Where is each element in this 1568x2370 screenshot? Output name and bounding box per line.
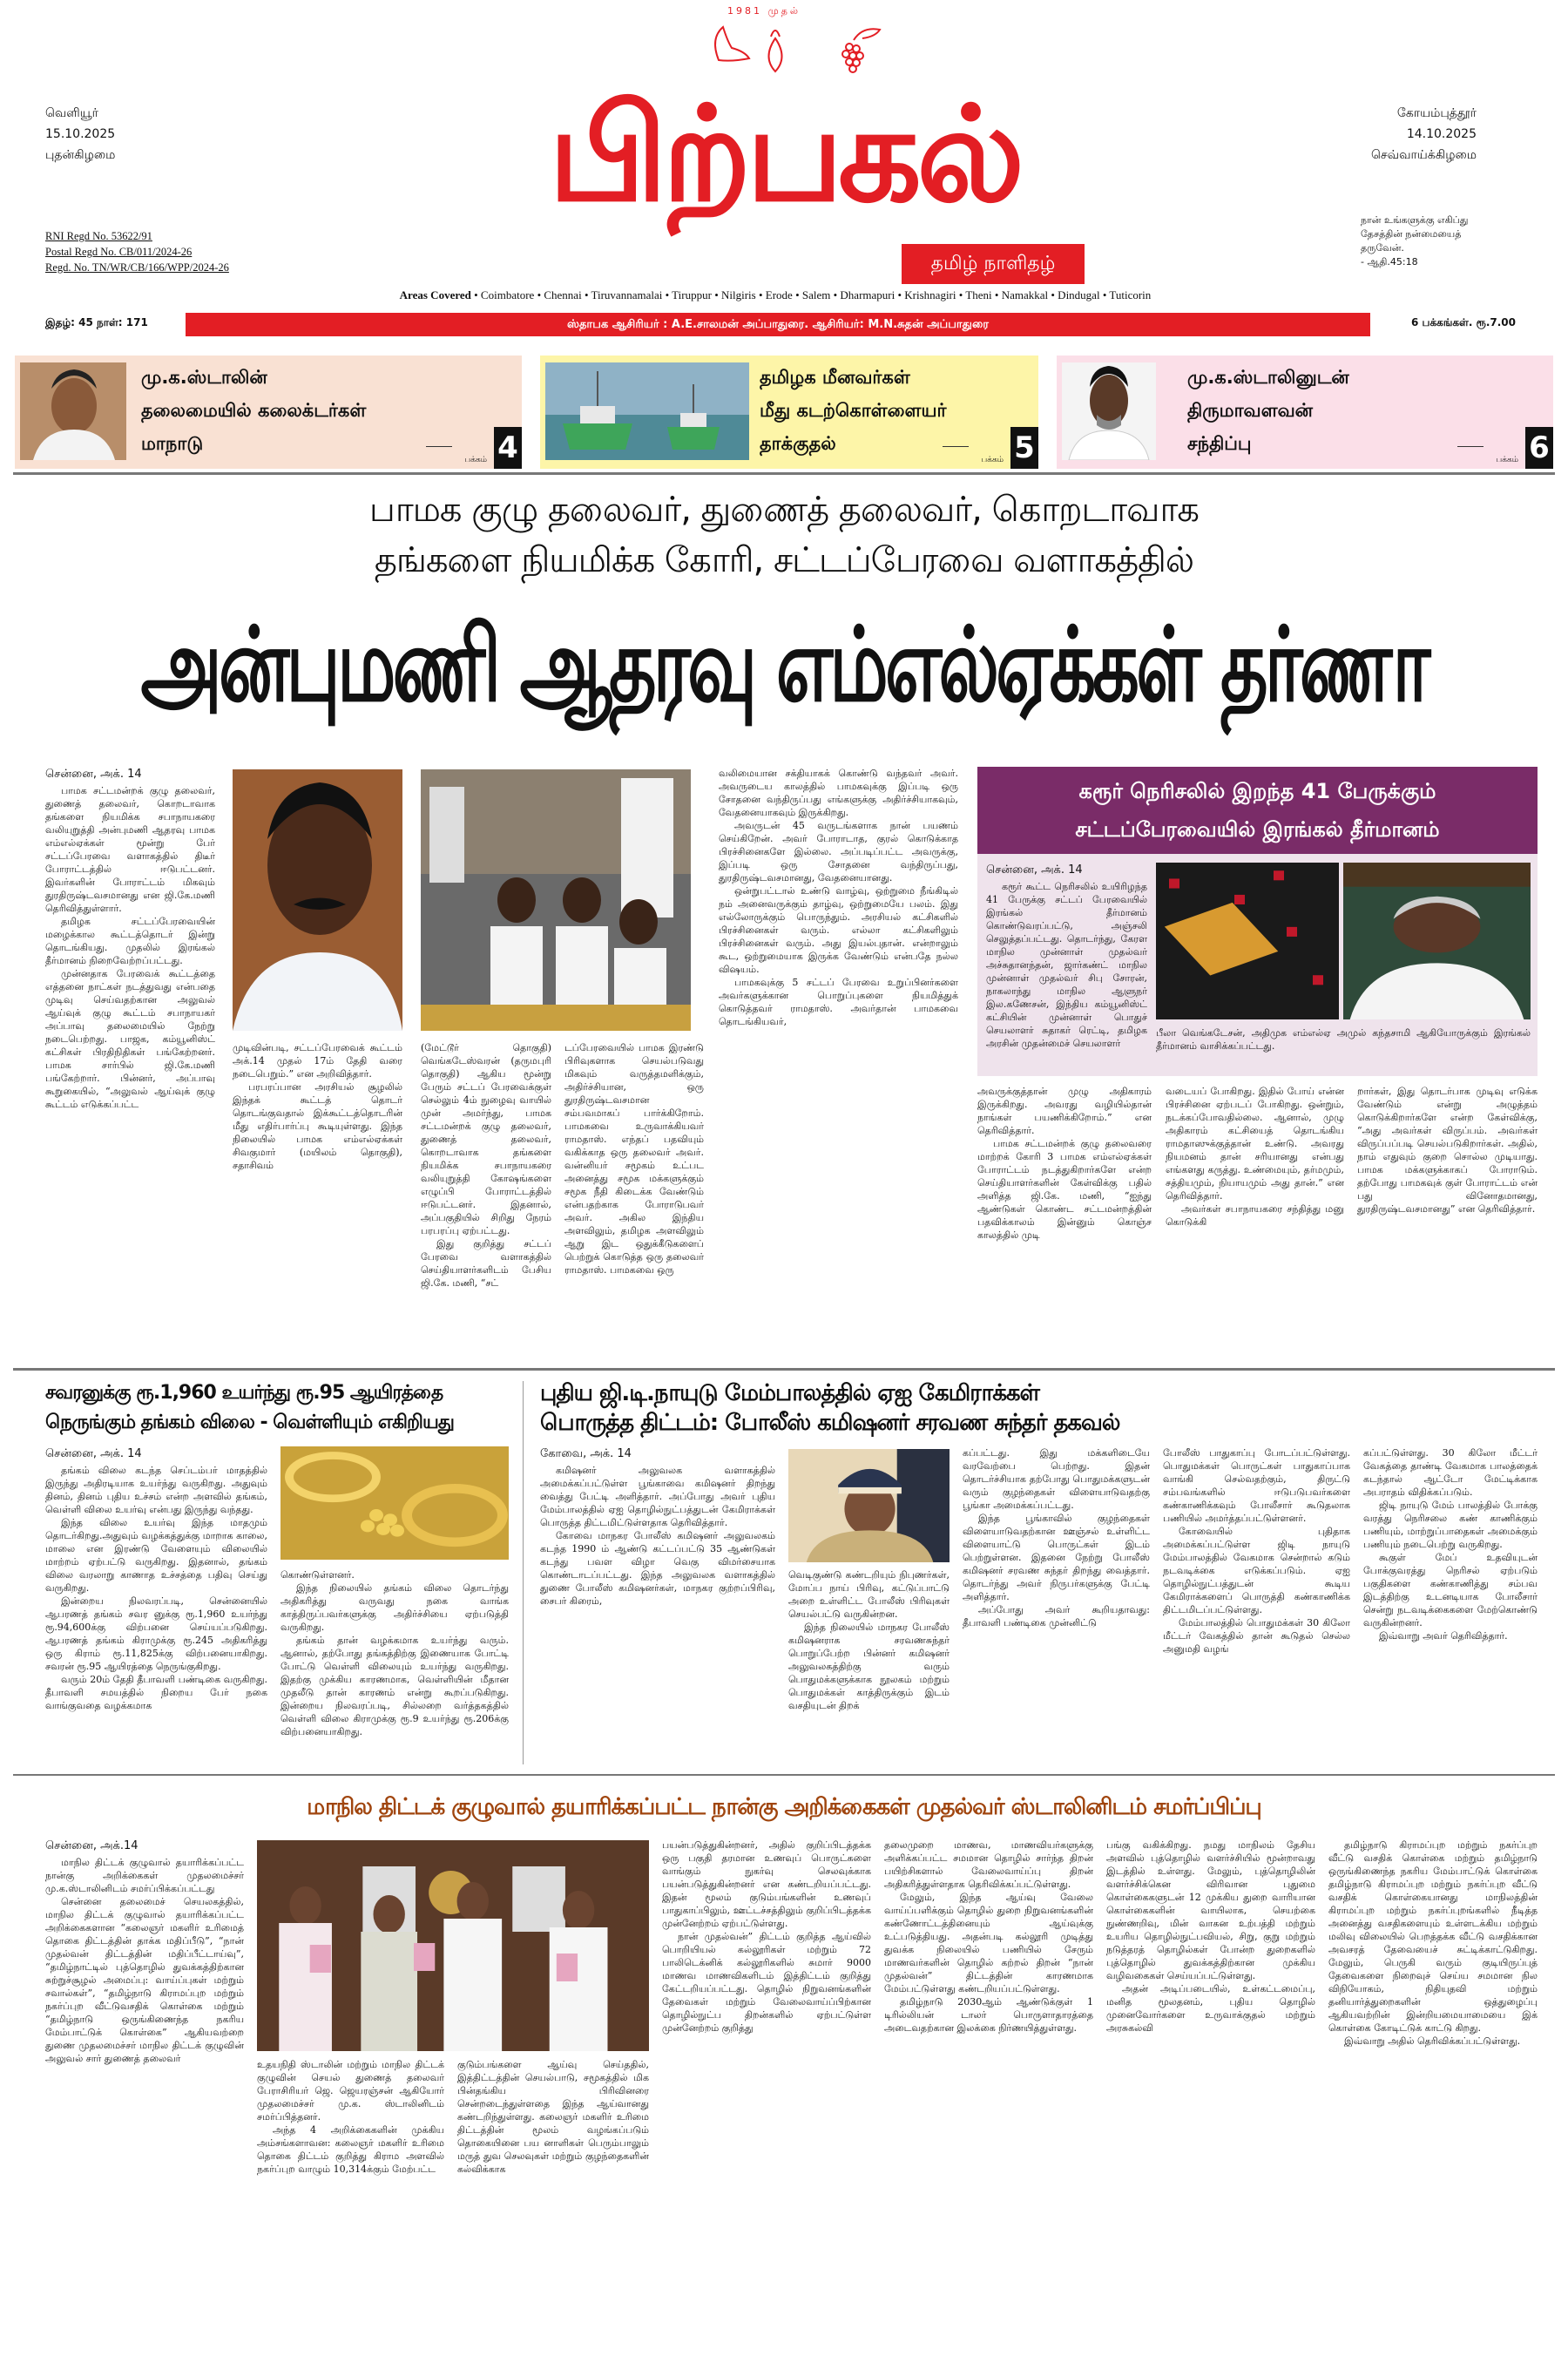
paragraph: கப்பட்டுள்ளது. 30 கிலோ மீட்டர் வேகத்தை தாண்டி வேகமாக பாலத்தைக் கடந்தால் ஆட்டோ மேட்டிக்காக அபராதம் விதிக்கப்படும். — [1363, 1447, 1538, 1498]
page-count-price: 6 பக்கங்கள். ரூ.7.00 — [1411, 316, 1516, 328]
area-item: • Namakkal — [991, 288, 1049, 301]
section-divider — [13, 1368, 1555, 1371]
thirumavalavan-photo — [1062, 362, 1156, 460]
karur-headline-box[interactable] — [977, 767, 1538, 854]
karur-story-box — [977, 854, 1538, 1076]
area-item: • Tiruvannamalai — [581, 288, 663, 301]
page-label: பக்கம் — [981, 456, 1004, 464]
newspaper-logo — [366, 70, 1202, 244]
lead-column-5 — [719, 767, 958, 1359]
logo-text: பிற்பகல் — [548, 78, 1020, 231]
paragraph: பாமக சட்டமன்றக் குழு தலைவர், துணைத் தலைவர், கொறடாவாக தங்களை நியமிக்க சபாநாயகரை வலியுறுத்தி அன்புமணி ஆதரவு பாமக எம்எல்ஏக்கள் மூன்று பேர் சட்டப்பேரவை வளாகத்தில் திடீர் போராட்டத்தில் ஈடுபட்டனர். இவர்களின் போராட்டம் மிகவும் துரதிருஷ்டவசமானது என ஜி.கே.மணி தெரிவித்துள்ளார். — [45, 785, 215, 914]
paragraph: இது குறித்து சட்டப் பேரவை வளாகத்தில் செய்தியாளர்களிடம் பேசிய ஜி.கே. மணி, “சட் — [421, 1238, 551, 1289]
lead-kicker-line-1: பாமக குழு தலைவர், துணைத் தலைவர், கொறடாவாக — [369, 490, 1199, 530]
paragraph: வெடிகுண்டு கண்டறியும் நிபுணர்கள், மோப்ப நாய் பிரிவு, கட்டுப்பாட்டு அறை உள்ளிட்ட போலீஸ் பிரிவுகள் செயல்பட்டு வருகின்றன. — [788, 1569, 950, 1620]
paragraph: போலீஸ் பாதுகாப்பு போடப்பட்டுள்ளது. பொதுமக்கள் பொருட்கள் பாதுகாப்பாக வாங்கி செல்வதற்கும், திருட்டு சம்பவங்களில் ஈடுபடுபவர்களை கண்காணிக்கவும் போலீசார் கூடுதலாக பணியில் அமர்த்தப்பட்டுள்ளனர். — [1163, 1447, 1350, 1524]
karur-headline-line-2: சட்டப்பேரவையில் இரங்கல் தீர்மானம் — [1075, 817, 1440, 842]
paragraph: அவர்கள் சபாநாயகரை சந்தித்து மனு கொடுக்கி — [1166, 1203, 1344, 1228]
gold-headline-line-1: சவரனுக்கு ரூ.1,960 உயர்ந்து ரூ.95 ஆயிரத்தை — [45, 1382, 443, 1404]
paragraph: வடையப் போகிறது. இதில் போய் என்ன பிரச்சினை ஏற்படப் போகிறது. ஒன்றும், நடக்கப்போவதில்லை. ஆனால், முழு அதிகாரம் கட்சியைத் தொடங்கிய ராமதாஸுக்குத்தான் உண்டு. அவரது நியமனம் தான் சரியானது என்பது எங்களது கருத்து. உண்மையும், தர்மமும், சத்தியமும், நியாயமும் அது தான்.” என தெரிவித்தார். — [1166, 1086, 1344, 1202]
stalin-photo — [20, 362, 126, 460]
planning-column-4 — [662, 1838, 871, 2353]
paragraph: இந்த நிலையில் மாநகர போலீஸ் கமிஷனராக சரவணசுந்தர் பொறுப்பேற்ற பின்னர் கமிஷனர் அலுவலகத்திற்கு வரும் பொதுமக்களுக்காக நூலகம் மற்றும் பொதுமக்கள் காத்திருக்கும் இடம் வசதியுடன் திறக் — [788, 1622, 950, 1711]
editors-bar: ஸ்தாபக ஆசிரியர் : A.E.சாலமன் அப்பாதுரை. ஆசிரியர்: M.N.சுதன் அப்பாதுரை — [186, 313, 1370, 336]
lead-column-2 — [233, 1041, 402, 1359]
lead-headline[interactable]: அன்புமணி ஆதரவு எம்எல்ஏக்கள் தர்ணா — [140, 605, 1428, 725]
section-divider — [13, 1774, 1555, 1776]
paragraph: அந்த 4 அறிக்கைகளின் முக்கிய அம்சங்களாவன: கலைஞர் மகளிர் உரிமை தொகை திட்டம் குறித்து கிராம அளவில் நகர்ப்புற வாழும் 10,314க்கும் மேற்பட்ட — [257, 2124, 444, 2175]
lead-column-6 — [977, 1085, 1152, 1359]
registration-numbers — [45, 228, 229, 275]
planning-column-7 — [1328, 1838, 1538, 2353]
paragraph: பங்கு வகிக்கிறது. நமது மாநிலம் தேசிய அளவில் புத்தொழில் வளர்ச்சியில் மூன்றாவது இடத்தில் உள்ளது. மேலும், புத்தொழிலின் வளர்ச்சிக்கென விரிவான புதுமை கொள்கைகளுடன் 12 முக்கிய துறை வாரியான கொள்கைகளின் வாயிலாக, செயற்கை நுண்ணறிவு, மின் வாகன உற்பத்தி மற்றும் உயரிய தொழில்நுட்பவியல், சிறு, குறு மற்றும் நடுத்தரத் தொழில்கள் போன்ற துறைகளில் புத்தொழில் துவக்கத்திற்கான முக்கிய வழிவகைகள் செய்யப்பட்டுள்ளது. — [1106, 1839, 1315, 1981]
gold-headline[interactable] — [45, 1378, 516, 1438]
column-divider — [523, 1381, 524, 1764]
paragraph: தங்கம் விலை கடந்த செப்டம்பர் மாதத்தில் இருந்து அதிரடியாக உயர்ந்து வருகிறது. அதுவும் தினம், தினம் புதிய உச்சம் என்ற அளவில் தங்கம், வெள்ளி விலை உயர்வு என்பது இருந்து வந்தது. — [45, 1465, 267, 1515]
paragraph: இந்த பூங்காவில் குழந்தைகள் விளையாடுவதற்கான ஊஞ்சல் உள்ளிட்ட விளையாட்டு பொருட்கள் இடம் பெற்றுள்ளன. இதனை நேற்று போலீஸ் கமிஷனர் சரவண சுந்தர் திறந்து வைத்தார். தொடர்ந்து அவர் நிருபர்களுக்கு பேட்டி அளித்தார். — [963, 1513, 1150, 1602]
paragraph: பீலா வெங்கடேசன், அதிமுக எம்எல்ஏ அமுல் கந்தசாமி ஆகியோருக்கும் இரங்கல் தீர்மானம் வாசிக்கப்பட்டது. — [1156, 1027, 1531, 1052]
paragraph: மேலும், இந்த ஆய்வு வேலை வாய்ப்பளிக்கும் தொழில் துறை நிறுவனங்களின் கண்ணோட்டத்தினையும் ஆய்வுக்கு உட்படுத்தியது. அதன்படி கல்லூரி முடித்து துவக்க நிலையில் பணியில் சேரும் மாணவர்களின் தொழில் கற்றல் திறன் “நான் முதல்வன்” திட்டத்தின் காரணமாக மேம்பட்டுள்ளது கண்டறியப்பட்டுள்ளது. — [884, 1892, 1093, 1994]
paragraph: டப்பேரவையில் பாமக இரண்டு பிரிவுகளாக செயல்படுவது மிகவும் வருத்தமளிக்கும், அதிர்ச்சியான, ஒரு துரதிருஷ்டவசமான சம்பவமாகப் பார்க்கிறோம். பாமகவை உருவாக்கியவர் ராமதாஸ். எந்தப் பதவியும் வகிக்காத ஒரு தலைவர் அவர். வன்னியர் சமூகம் உட்பட அனைத்து சமூக மக்களுக்கும் சமூக நீதி கிடைக்க வேண்டும் என்பதற்காக போராடுபவர் அவர். அகில இந்திய அளவிலும், தமிழக அளவிலும் ஆறு இட ஒதுக்கீடுகளைப் பெற்றுக் கொடுத்த ஒரு தலைவர் ராமதாஸ். பாமகவை ஒரு — [564, 1042, 704, 1276]
paragraph: சென்னை தலைமைச் செயலகத்தில், மாநில திட்டக் குழுவால் தயாரிக்கப்பட்ட அறிக்கைகளான “கலைஞர் மகளிர் உரிமைத் தொகை திட்டத்தின் தாக்க மதிப்பீடு”, “நான் முதல்வன் திட்டத்தின் மதிப்பீட்டாய்வு”, “தமிழ்நாட்டில் புத்தொழில் துவக்கத்திற்கான சுற்றுச்சூழல் அமைப்பு: வாய்ப்புகள் மற்றும் சவால்கள்”, “தமிழ்நாடு கிராமப்புற மற்றும் நகர்ப்புற வீட்டுவசதிக் கொள்கை மற்றும் “தமிழ்நாடு ஒருங்கிணைந்த நகரிய மேம்பாட்டுக் கொள்கை” ஆகியவற்றை துணை முதலமைச்சர் மாநில திட்டக் குழுவின் அலுவல் சார் துணைத் தலைவர் — [45, 1896, 244, 2064]
flyover-headline-line-1: புதிய ஜி.டி.நாயுடு மேம்பாலத்தில் ஏஐ கேமிராக்கள் — [540, 1380, 1039, 1406]
dove-icon — [715, 27, 749, 61]
paragraph: பாமக சட்டமன்றக் குழு தலைவரை மாற்றக் கோரி 3 பாமக எம்எல்ஏக்கள் போராட்டம் நடத்துகிறார்களே என்ற செய்தியாளர்களின் கேள்விக்கு பதில் அளித்த ஜி.கே. மணி, “ஐந்து ஆண்டுகள் கொண்ட சட்டமன்றத்தின் பதவிக்காலம் இன்னும் கொஞ்ச காலத்தில் முடி — [977, 1138, 1152, 1241]
area-item: • Dindugal — [1048, 288, 1100, 301]
paragraph: இந்த நிலையில் தங்கம் விலை தொடர்ந்து அதிகரித்து வருவது நகை வாங்க காத்திருப்பவர்களுக்கு அதிர்ச்சியை ஏற்படுத்தி வருகிறது. — [280, 1582, 509, 1633]
fishing-boats-photo — [545, 362, 749, 460]
teaser-title-line: தமிழக மீனவர்கள் — [760, 367, 910, 388]
paragraph: இவ்வாறு அதில் தெரிவிக்கப்பட்டுள்ளது. — [1344, 2035, 1521, 2047]
lead-column-3 — [421, 1041, 551, 1359]
left-date: 15.10.2025 — [45, 127, 116, 141]
mlas-protest-photo — [421, 769, 691, 1031]
paragraph: கப்பட்டது. இது மக்களிடையே வரவேற்பை பெற்றது. இதன் தொடர்ச்சியாக தற்போது பொதுமக்களுடன் வரும் குழந்தைகள் விளையாடுவதற்கு பூங்கா அமைக்கப்பட்டது. — [963, 1447, 1150, 1511]
page-number: 5 — [1010, 427, 1038, 469]
planning-column-2 — [257, 2058, 444, 2354]
teaser-title-line: மு.க.ஸ்டாலின் — [141, 367, 267, 388]
flyover-headline-line-2: பொருத்த திட்டம்: போலீஸ் கமிஷனர் சரவண சுந்தர் தகவல் — [540, 1410, 1120, 1436]
right-day: செவ்வாய்க்கிழமை — [1371, 148, 1477, 162]
teaser-title-line: மீது கடற்கொள்ளையர் — [760, 400, 947, 421]
paragraph: கமிஷனர் அலுவலக வளாகத்தில் அமைக்கப்பட்டுள்ள பூங்காவை கமிஷனர் திறந்து வைத்து பேட்டி அளித்தார். அப்போது அவர் புதிய மேம்பாலத்தில் ஏஐ தொழில்நுட்பத்துடன் கேமிராக்கள் பொருத்த திட்டமிட்டுள்ளதாக தெரிவித்தார். — [540, 1465, 775, 1528]
gold-column-1 — [45, 1446, 267, 1760]
lead-column-1 — [45, 767, 215, 1359]
flyover-column-2 — [788, 1568, 950, 1760]
section-divider — [13, 472, 1555, 475]
paragraph: மாநில திட்டக் குழுவால் தயாரிக்கப்பட்ட நான்கு அறிக்கைகள் முதலமைச்சர் மு.க.ஸ்டாலினிடம் சமர்ப்பிக்கப்பட்டது — [45, 1857, 244, 1894]
teaser-title-line: சந்திப்பு — [1187, 433, 1252, 454]
area-item: • Erode — [755, 288, 793, 301]
paragraph: முடிவின்படி, சட்டப்பேரவைக் கூட்டம் அக்.14 முதல் 17ம் தேதி வரை நடைபெறும்.” என அறிவித்தார். — [233, 1042, 402, 1080]
lamp-icon — [769, 30, 782, 71]
teaser-title-line: மாநாடு — [141, 433, 204, 454]
planning-dateline: சென்னை, அக்.14 — [45, 1839, 139, 1852]
karur-headline-line-1: கரூர் நெரிசலில் இறந்த 41 பேருக்கும் — [1078, 779, 1436, 803]
planning-column-3 — [457, 2058, 649, 2354]
areas-list — [474, 288, 1151, 301]
area-item: • Chennai — [534, 288, 582, 301]
flyover-column-3 — [963, 1446, 1150, 1760]
paragraph: உதயநிதி ஸ்டாலின் மற்றும் மாநில திட்டக் குழுவின் செயல் துணைத் தலைவர் பேராசிரியர் ஜெ. ஜெயரஞ்சன் ஆகியோர் முதலமைச்சர் மு.க. ஸ்டாலினிடம் சமர்ப்பித்தனர். — [257, 2059, 444, 2123]
paragraph: றார்கள், இது தொடர்பாக முடிவு எடுக்க வேண்டும் என்று அழுத்தம் கொடுக்கிறார்களே என்ற கேள்விக்கு, “அது அவர்கள் விருப்பம். அவர்கள் விருப்பப்படி செயல்படுகிறார்கள். அதில், நாம் எதுவும் குறை சொல்ல முடியாது. பாமக மக்களுக்காகப் போராடும். தற்போது பாமகவுக் குள் போராட்டம் என் பது வினோதமானது, துரதிருஷ்டவசமானது” என தெரிவித்தார். — [1357, 1086, 1538, 1215]
left-edition-info — [45, 103, 115, 166]
registration-line: Regd. No. TN/WR/CB/166/WPP/2024-26 — [45, 261, 229, 274]
paragraph: பயன்படுத்துகின்றனர், அதில் குறிப்பிடத்தக்க ஒரு பகுதி தரமான உணவுப் பொருட்களை வாங்கும் நுகர்வு செலவுக்காக பயன்படுத்துகின்றனர் என கண்டறியப்பட்டது. இதன் மூலம் குடும்பங்களின் உணவுப் பாதுகாப்பிலும், ஊட்டச்சத்திலும் குறிப்பிடத்தக்க முன்னேற்றம் ஏற்பட்டுள்ளது. — [662, 1839, 871, 1929]
planning-headline[interactable]: மாநில திட்டக் குழுவால் தயாரிக்கப்பட்ட நான்கு அறிக்கைகள் முதல்வர் ஸ்டாலினிடம் சமர்ப்பிப்பு — [307, 1794, 1261, 1820]
verse-line: தருவேன். — [1361, 242, 1404, 254]
paragraph: நான் முதல்வன்” திட்டம் குறித்த ஆய்வில் பொறியியல் கல்லூரிகள் மற்றும் 72 பாலிடெக்னிக் கல்லூரிகளில் சுமார் 9000 மாணவ மாணவிகளிடம் இத்திட்டம் குறித்து கேட்டறியப்பட்டது. தொழில் நிறுவனங்களின் தேவைகள் மற்றும் வேலைவாய்ப்பிற்கான தொழில்நுட்ப திறன்களில் ஏற்பட்டுள்ள முன்னேற்றம் குறித்து — [662, 1931, 871, 2034]
paragraph: இந்த விலை உயர்வு இந்த மாதமும் தொடர்கிறது.அதுவும் வழக்கத்துக்கு மாறாக காலை, மாலை என இரண்டு வேளையும் விலையில் மாற்றம் ஏற்பட்டு வருகிறது. இதனால், தங்கம் விலை வரலாறு காணாத உச்சத்தை பதிவு செய்து வருகிறது. — [45, 1517, 267, 1594]
page-label: பக்கம் — [464, 456, 487, 464]
paragraph: அவருக்குத்தான் முழு அதிகாரம் இருக்கிறது. அவரது வழியில்தான் நாங்கள் பயணிக்கிறோம்.” என தெரிவித்தார். — [977, 1086, 1152, 1136]
paragraph: ஜிடி நாயுடு மேம் பாலத்தில் போக்கு வரத்து நெரிசலை கண் காணிக்கும் பணியும், மாற்றுப்பாதைகள் அமைக்கும் பணியும் நடைபெற்று வருகிறது. — [1363, 1500, 1538, 1550]
right-edition-info — [1371, 103, 1477, 166]
speaker-photo — [1343, 863, 1531, 1019]
area-item: • Theni — [956, 288, 992, 301]
registration-line: Postal Regd No. CB/011/2024-26 — [45, 246, 193, 258]
verse-line: தேசத்தின் நன்மையைத் — [1361, 228, 1462, 240]
teaser-title-line: திருமாவளவன் — [1187, 400, 1314, 421]
paragraph: அவருடன் 45 வருடங்களாக நான் பயணம் செய்கிறேன். அவர் போராடாத, குரல் கொடுக்காத பிரச்சினைகளே இல்லை. அப்படிப்பட்ட அவருக்கு, இப்படி ஒரு சோதனை வந்திருப்பது, துரதிருஷ்டவசமானது, வேதனையானது. — [719, 820, 958, 884]
gold-dateline: சென்னை, அக். 14 — [45, 1447, 142, 1460]
flyover-column-1 — [540, 1446, 775, 1760]
lead-dateline: சென்னை, அக். 14 — [45, 768, 142, 781]
page-label: பக்கம் — [1496, 456, 1518, 464]
area-item: • Dharmapuri — [830, 288, 896, 301]
paragraph: கொண்டுள்ளனர். — [280, 1569, 355, 1581]
karur-crowd-photo — [1156, 863, 1339, 1019]
daily-verse — [1361, 213, 1513, 269]
lead-kicker-line-2: தங்களை நியமிக்க கோரி, சட்டப்பேரவை வளாகத்தில் — [374, 540, 1194, 580]
areas-covered — [209, 288, 1342, 302]
right-date: 14.10.2025 — [1406, 127, 1477, 141]
lead-column-8 — [1357, 1085, 1538, 1359]
teaser-stalin-collectors[interactable] — [15, 356, 522, 469]
issue-number: இதழ்: 45 நாள்: 171 — [45, 316, 148, 328]
paragraph: இன்றைய நிலவரப்படி, சென்னையில் ஆபரணத் தங்கம் சவர னுக்கு ரூ.1,960 உயர்ந்து ரூ.94,600க்கு விற்பனை செய்யப்படுகிறது. ஆபரணத் தங்கம் கிராமுக்கு ரூ.245 அதிகரித்து ஒரு கிராம் ரூ.11,825க்கு விற்பனையாகிறது. சவரன் ரூ.95 ஆயிரத்தை நெருங்குகிறது. — [45, 1595, 267, 1672]
paragraph: இவ்வாறு அவர் தெரிவித்தார். — [1379, 1630, 1508, 1642]
paragraph: தமிழ்நாடு கிராமப்புற மற்றும் நகர்ப்புற வீட்டு வசதிக் கொள்கை மற்றும் தமிழ்நாடு ஒருங்கிணைந்த நகரிய மேம்பாட்டுக் கொள்கை தமிழ்நாடு கிராமப்புற மற்றும் நகர்ப்புற வீட்டு வசதிக் கொள்கையானது மாநிலத்தின் கிராமப்புற மற்றும் நகர்ப்புறங்களில் நீடித்த அனைத்து வசதிகளையும் உள்ளடக்கிய மற்றும் மலிவு விலையில் பெறத்தக்க வீட்டு வசதிக்கான அவசரத் தேவையைச் சுட்டிக்காட்டுகிறது. மேலும், பெருகி வரும் குடியிருப்புத் தேவைகளை நிறைவுச் செய்ய சமமான நில விநியோகம், நிதியுதவி மற்றும் தனியார்த்துறைகளின் ஒத்துழைப்பு ஆகியவற்றின் இன்றியமையாமையை இக் கொள்கை கோடிட்டுக் காட்டு கிறது. — [1328, 1839, 1538, 2034]
established-label: 1981 முதல் — [727, 5, 801, 17]
verse-reference: - ஆதி.45:18 — [1361, 256, 1418, 267]
flyover-headline[interactable] — [540, 1378, 1555, 1438]
paragraph: கூகுள் மேப் உதவியுடன் போக்குவரத்து நெரிசல் ஏற்படும் பகுதிகளை கண்காணித்து சம்பவ இடத்திற்கு உடனடியாக போலீசார் சென்று நடவடிக்கைகளை மேற்கொண்டு வருகின்றனர். — [1363, 1552, 1538, 1629]
area-item: • Salem — [792, 288, 831, 301]
registration-line: RNI Regd No. 53622/91 — [45, 230, 152, 242]
paragraph: தமிழ்நாடு 2030ஆம் ஆண்டுக்குள் 1 டிரில்லியன் டாலர் பொருளாதாரத்தை அடைவதற்கான இலக்கை நிர்ணயித்துள்ளது. — [884, 1996, 1093, 2034]
left-city: வெளியூர் — [45, 106, 98, 120]
paragraph: மேம்பாலத்தில் பொதுமக்கள் 30 கிலோ மீட்டர் வேகத்தில் தான் கூடுதல் செல்ல அனுமதி வழங் — [1163, 1617, 1350, 1655]
paragraph: வரும் 20ம் தேதி தீபாவளி பண்டிகை வருகிறது. தீபாவளி சமயத்தில் நிறைய பேர் நகை வாங்குவதை வழக்கமாக — [45, 1674, 267, 1711]
paragraph: பரபரப்பான அரசியல் சூழலில் இந்தக் கூட்டத் தொடர் தொடங்குவதால் இக்கூட்டத்தொடரின் மீது எதிர்பார்ப்பு கூடியுள்ளது. இந்த நிலையில் பாமக எம்எல்ஏக்கள் சிவகுமார் (மயிலம் தொகுதி), சதாசிவம் — [233, 1081, 402, 1171]
lead-column-4 — [564, 1041, 704, 1359]
divider — [943, 446, 969, 467]
area-item: • Krishnagiri — [895, 288, 956, 301]
paragraph: கோவை மாநகர போலீஸ் கமிஷனர் அலுவலகம் கடந்த 1990 ம் ஆண்டு கட்டப்பட்டு 35 ஆண்டுகள் கடந்து பவள விழா வெகு விமர்சையாக கொண்டாடப்பட்டது. இந்த அலுவலக வளாகத்தில் துணை போலீஸ் கமிஷனர்கள், மாநகர குற்றப்பிரிவு, சைபர் கிரைம், — [540, 1530, 775, 1607]
area-item: • Nilgiris — [711, 288, 756, 301]
paragraph: தங்கம் தான் வழக்கமாக உயர்ந்து வரும். ஆனால், தற்போது தங்கத்திற்கு இணையாக போட்டி போட்டு வெள்ளி விலையும் உயர்ந்து வருகிறது. இதற்கு முக்கிய காரணமாக, வெள்ளியின் மீதான முதலீடு தான் காரணம் என்று கூறப்படுகிறது. இன்றைய நிலவரப்படி, சில்லறை வர்த்தகத்தில் வெள்ளி விலை கிராமுக்கு ரூ.9 உயர்ந்து ரூ.206க்கு விற்பனையாகிறது. — [280, 1635, 509, 1737]
verse-line: நான் உங்களுக்கு எகிப்து — [1361, 214, 1469, 226]
gold-column-2 — [280, 1568, 509, 1760]
area-item: • Tiruppur — [662, 288, 712, 301]
paragraph: முன்னதாக பேரவைக் கூட்டத்தை எத்தனை நாட்கள் நடத்துவது என்பதை முடிவு செய்வதற்கான அலுவல் ஆய்வுக் குழு கூட்டம் சபாநாயகர் அப்பாவு தலைமையில் நேற்று நடைபெற்றது. பாஜக, கம்யூனிஸ்ட் கட்சிகள் பிரதிநிதிகள் பங்கேற்றனர். பாமக சார்பில் ஜி.கே.மணி பங்கேற்றார். பின்னர், அப்பாவு கூறுகையில், “அலுவல் ஆய்வுக் குழு கூட்டம் எடுக்கப்பட்ட — [45, 968, 215, 1110]
paragraph: கோவையில் புதிதாக அமைக்கப்பட்டுள்ள ஜிடி நாயுடு மேம்பாலத்தில் வேகமாக சென்றால் கடும் நடவடிக்கை எடுக்கப்படும். ஏஐ தொழில்நுட்பத்துடன் கூடிய கேமிராக்களைப் பொருத்தி கண்காணிக்க திட்டமிடப்பட்டுள்ளது. — [1163, 1526, 1350, 1615]
divider — [426, 446, 452, 467]
paragraph: குடும்பங்களை ஆய்வு செய்ததில், இத்திட்டத்தின் செயல்பாடு, சமூகத்தில் மிக பின்தங்கிய பிரிவினரை சென்றடைந்துள்ளதை இந்த ஆய்வானது கண்டறிந்துள்ளது. கலைஞர் மகளிர் உரிமை திட்டத்தின் மூலம் வழங்கப்படும் தொகையினை பய னாளிகள் பெரும்பாலும் மருத் துவ செலவுகள் மற்றும் குழந்தைகளின் கல்விக்காக — [457, 2059, 649, 2175]
lead-column-7 — [1166, 1085, 1344, 1359]
paragraph: தலைமுறை மாணவ, மாணவியர்களுக்கு அளிக்கப்பட்ட சமமான தொழில் சார்ந்த திறன் பயிற்சிகளால் வேலைவாய்ப்பு திறன் அதிகரித்துள்ளதாக தெரிவிக்கப்பட்டுள்ளது. — [884, 1839, 1093, 1890]
areas-label: Areas Covered — [399, 288, 471, 301]
flyover-column-4 — [1163, 1446, 1350, 1760]
paragraph: (மேட்டூர் தொகுதி) வெங்கடேஸ்வரன் (தருமபுரி தொகுதி) ஆகிய மூன்று பேரும் சட்டப் பேரவைக்குள் செல்லும் 4ம் நுழைவு வாயில் முன் அமர்ந்து, பாமக சட்டமன்றக் குழு தலைவர், துணைத் தலைவர், கொறடாவாக தங்களை நியமிக்க சபாநாயகரை வலியுறுத்தி கோஷங்களை எழுப்பி போராட்டத்தில் ஈடுபட்டனர். இதனால், அப்பகுதியில் சிறிது நேரம் பரபரப்பு ஏற்பட்டது. — [421, 1042, 551, 1236]
paragraph: வலிமையான சக்தியாகக் கொண்டு வந்தவர் அவர். அவருடைய காலத்தில் பாமகவுக்கு இப்படி ஒரு சோதனை வந்திருப்பது எங்களுக்கு அதிர்ச்சியாகவும், வேதனையாகவும் இருக்கிறது. — [719, 768, 958, 818]
paragraph: கரூர் கூட்ட நெரிசலில் உயிரிழந்த 41 பேருக்கு சட்டப் பேரவையில் இரங்கல் தீர்மானம் கொண்டுவரப்பட்டு, அஞ்சலி செலுத்தப்பட்டது. தொடர்ந்து, கேரள மாநில முன்னாள் முதல்வர் அச்சுதானந்தன், ஜார்கண்ட் மாநில முன்னாள் முதல்வர் சிபு சோரன், நாகலாந்து மாநில ஆளுநர் இல.கணேசன், இந்திய கம்யூனிஸ்ட் கட்சியின் முன்னாள் பொதுச் செயலாளர் சுதாகர் ரெட்டி, தமிழக அரசின் முதன்மைச் செயலாளர் — [986, 881, 1147, 1049]
paragraph: அதன் அடிப்படையில், உள்கட்டமைப்பு, மனித மூலதனம், புதிய தொழில் முனைவோர்களை உருவாக்குதல் மற்றும் அரசுகல்வி — [1106, 1983, 1315, 2034]
teaser-title-line: தாக்குதல் — [760, 433, 836, 454]
paragraph: பாமகவுக்கு 5 சட்டப் பேரவை உறுப்பினர்களை அவர்களுக்கான பொறுப்புகளை நியமித்துக் கொடுத்தவர் ராமதாஸ். அவர்தான் பாமகவை தொடங்கியவர், — [719, 977, 958, 1027]
area-item: • Coimbatore — [474, 288, 535, 301]
planning-column-5 — [884, 1838, 1093, 2353]
karur-column-2 — [1156, 1026, 1531, 1072]
paragraph: தமிழக சட்டப்பேரவையின் மழைக்கால கூட்டத்தொடர் இன்று தொடங்கியது. முதலில் இரங்கல் தீர்மானம் நிறைவேற்றப்பட்டது. — [45, 916, 215, 966]
planning-column-6 — [1106, 1838, 1315, 2353]
flyover-dateline: கோவை, அக். 14 — [540, 1447, 632, 1460]
police-commissioner-photo — [788, 1449, 950, 1562]
flyover-column-5 — [1363, 1446, 1538, 1760]
gold-headline-line-2: நெருங்கும் தங்கம் விலை - வெள்ளியும் எகிறியது — [45, 1412, 454, 1433]
teaser-title-line: மு.க.ஸ்டாலினுடன் — [1187, 367, 1349, 388]
karur-column-1 — [986, 863, 1147, 1072]
teaser-title-line: தலைமையில் கலைக்டர்கள் — [141, 400, 367, 421]
area-item: • Tuticorin — [1099, 288, 1152, 301]
teaser-thirumavalavan-meeting[interactable] — [1057, 356, 1553, 469]
logo-tagline: தமிழ் நாளிதழ் — [902, 244, 1085, 284]
divider — [1457, 446, 1484, 467]
page-number: 4 — [494, 427, 522, 469]
gk-mani-photo — [233, 769, 402, 1031]
paragraph: ஒன்றுபட்டால் உண்டு வாழ்வு, ஒற்றுமை நீங்கிடில் நம் அனைவருக்கும் தாழ்வு, ஒற்றுமையே பலம். இது எல்லோருக்கும் பொருந்தும். அரசியல் கட்சிகளில் பிரச்சினைகள் வரும். எல்லா கட்சிகளிலும் பிரச்சினைகள் வரும். அது இயல்புதான். என்றாலும் கூட, ஒற்றுமையாக இருக்க வேண்டும் என்பதே நல்ல விஷயம். — [719, 885, 958, 975]
left-day: புதன்கிழமை — [45, 148, 116, 162]
emblem-icon — [693, 21, 893, 73]
karur-dateline: சென்னை, அக். 14 — [986, 863, 1083, 877]
gold-jewellery-photo — [280, 1446, 509, 1560]
paragraph: அப்போது அவர் கூறியதாவது: தீபாவளி பண்டிகை முன்னிட்டு — [963, 1604, 1150, 1629]
planning-column-1 — [45, 1838, 244, 2353]
teaser-fishermen-attack[interactable] — [540, 356, 1038, 469]
right-city: கோயம்புத்தூர் — [1396, 106, 1477, 120]
page-number: 6 — [1525, 427, 1553, 469]
report-submission-photo — [257, 1840, 649, 2051]
